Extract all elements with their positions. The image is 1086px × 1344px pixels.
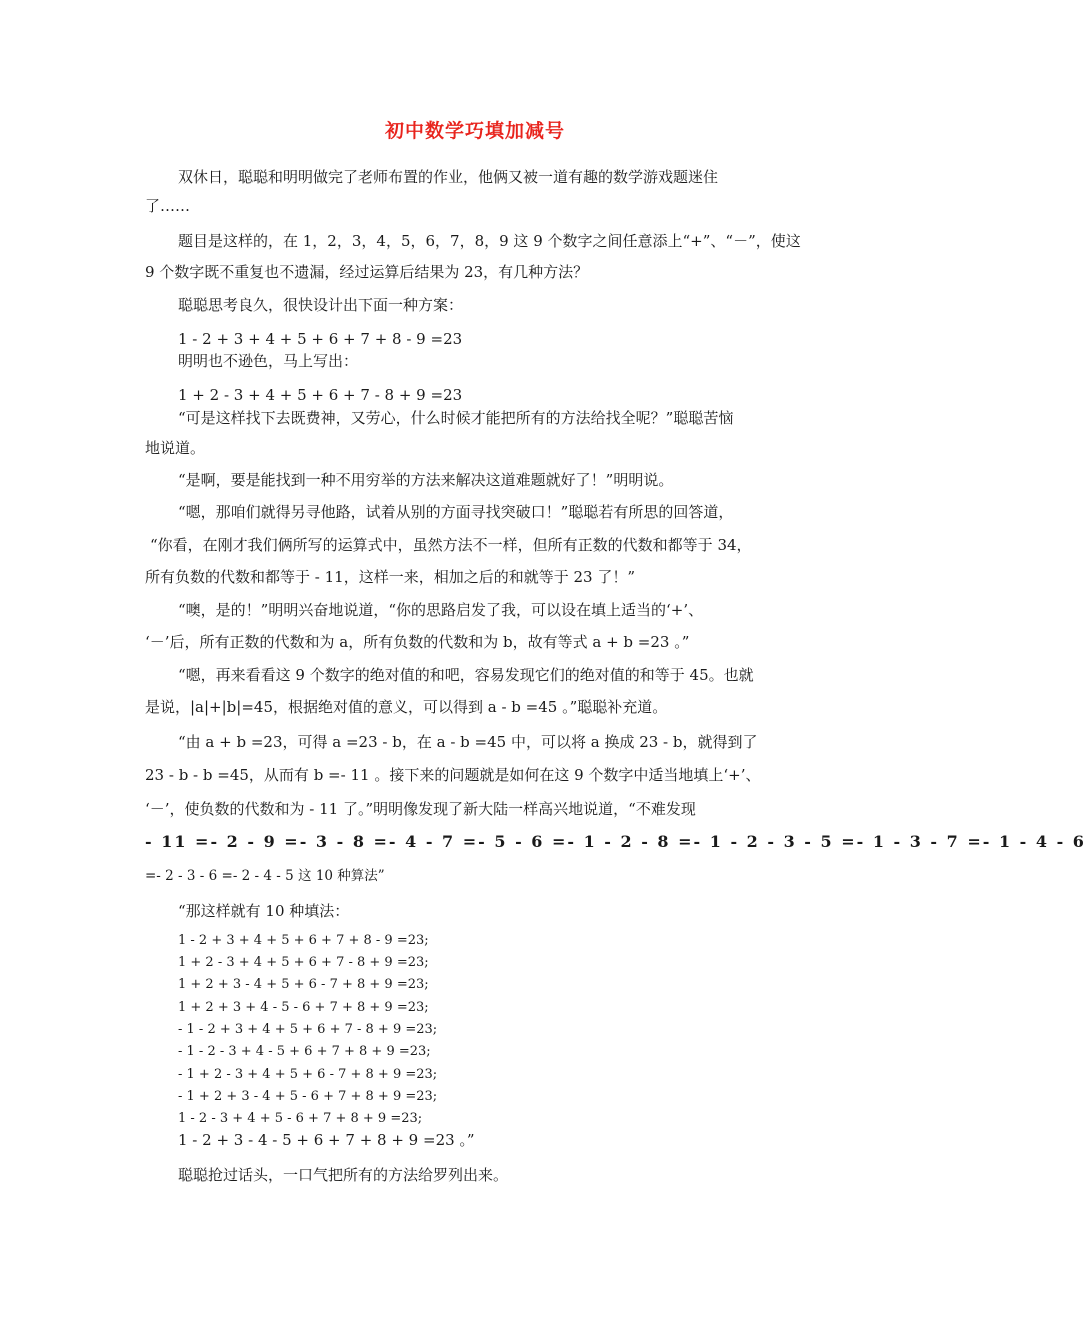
- paragraph-line: ‘－’后，所有正数的代数和为 a，所有负数的代数和为 b，故有等式 a + b =23 。”: [145, 633, 690, 651]
- paragraph-line: “噢，是的！”明明兴奋地说道，“你的思路启发了我，可以设在填上适当的‘+’、: [178, 601, 704, 619]
- paragraph-line: “那这样就有 10 种填法：: [178, 902, 350, 920]
- paragraph-line: 题目是这样的，在 1，2，3，4，5，6，7，8，9 这 9 个数字之间任意添上“+”、“－”，使这: [178, 232, 801, 250]
- paragraph-line: 23 - b - b =45，从而有 b =- 11 。接下来的问题就是如何在这 9 个数字中适当地填上‘+’、: [145, 766, 761, 784]
- equation-line: 1 + 2 - 3 + 4 + 5 + 6 + 7 - 8 + 9 =23: [178, 386, 463, 404]
- solution-equation: - 1 + 2 - 3 + 4 + 5 + 6 - 7 + 8 + 9 =23;: [178, 1067, 438, 1082]
- paragraph-line: 是说，|a|+|b|=45，根据绝对值的意义，可以得到 a - b =45 。”聪聪补充道。: [145, 698, 668, 716]
- solution-equation: 1 + 2 + 3 + 4 - 5 - 6 + 7 + 8 + 9 =23;: [178, 1000, 429, 1015]
- solution-equation: 1 + 2 - 3 + 4 + 5 + 6 + 7 - 8 + 9 =23;: [178, 955, 429, 970]
- paragraph-line: ‘－’，使负数的代数和为 - 11 了。”明明像发现了新大陆一样高兴地说道，“不难发现: [145, 800, 696, 818]
- paragraph-line: 地说道。: [145, 439, 206, 457]
- solution-equation: 1 - 2 - 3 + 4 + 5 - 6 + 7 + 8 + 9 =23;: [178, 1111, 423, 1126]
- paragraph-line: “嗯，再来看看这 9 个数字的绝对值的和吧，容易发现它们的绝对值的和等于 45。也就: [178, 666, 754, 684]
- solution-equation: - 1 - 2 - 3 + 4 - 5 + 6 + 7 + 8 + 9 =23;: [178, 1044, 431, 1059]
- paragraph-line: 明明也不逊色，马上写出：: [178, 352, 359, 370]
- decomposition-line: - 11 =- 2 - 9 =- 3 - 8 =- 4 - 7 =- 5 - 6 =- 1 - 2 - 8 =- 1 - 2 - 3 - 5 =- 1 - 3 - 7 =- 1 - 4 - 6: [145, 832, 1086, 851]
- paragraph-line: “是啊，要是能找到一种不用穷举的方法来解决这道难题就好了！”明明说。: [178, 471, 674, 489]
- paragraph-line: 所有负数的代数和都等于 - 11，这样一来，相加之后的和就等于 23 了！”: [145, 568, 635, 586]
- paragraph-line: “可是这样找下去既费神，又劳心，什么时候才能把所有的方法给找全呢？”聪聪苦恼: [178, 409, 734, 427]
- paragraph-line: “嗯，那咱们就得另寻他路，试着从别的方面寻找突破口！”聪聪若有所思的回答道，: [178, 503, 734, 521]
- decomposition-line: =- 2 - 3 - 6 =- 2 - 4 - 5 这 10 种算法”: [145, 868, 385, 884]
- paragraph-line: 聪聪思考良久，很快设计出下面一种方案：: [178, 296, 464, 314]
- solution-equation: - 1 + 2 + 3 - 4 + 5 - 6 + 7 + 8 + 9 =23;: [178, 1089, 438, 1104]
- paragraph-line: 了……: [145, 197, 191, 215]
- paragraph-line: 双休日，聪聪和明明做完了老师布置的作业，他俩又被一道有趣的数学游戏题迷住: [178, 168, 719, 186]
- paragraph-line: 聪聪抢过话头，一口气把所有的方法给罗列出来。: [178, 1166, 509, 1184]
- solution-equation: 1 - 2 + 3 - 4 - 5 + 6 + 7 + 8 + 9 =23 。”: [178, 1131, 475, 1149]
- document-title: 初中数学巧填加减号: [384, 120, 565, 142]
- solution-equation: 1 + 2 + 3 - 4 + 5 + 6 - 7 + 8 + 9 =23;: [178, 977, 429, 992]
- paragraph-line: 9 个数字既不重复也不遗漏，经过运算后结果为 23，有几种方法？: [145, 263, 589, 281]
- paragraph-line: “你看，在刚才我们俩所写的运算式中，虽然方法不一样，但所有正数的代数和都等于 34，: [150, 536, 752, 554]
- solution-equation: 1 - 2 + 3 + 4 + 5 + 6 + 7 + 8 - 9 =23;: [178, 933, 429, 948]
- solution-equation: - 1 - 2 + 3 + 4 + 5 + 6 + 7 - 8 + 9 =23;: [178, 1022, 438, 1037]
- equation-line: 1 - 2 + 3 + 4 + 5 + 6 + 7 + 8 - 9 =23: [178, 330, 463, 348]
- paragraph-line: “由 a + b =23，可得 a =23 - b，在 a - b =45 中，可以将 a 换成 23 - b，就得到了: [178, 733, 758, 751]
